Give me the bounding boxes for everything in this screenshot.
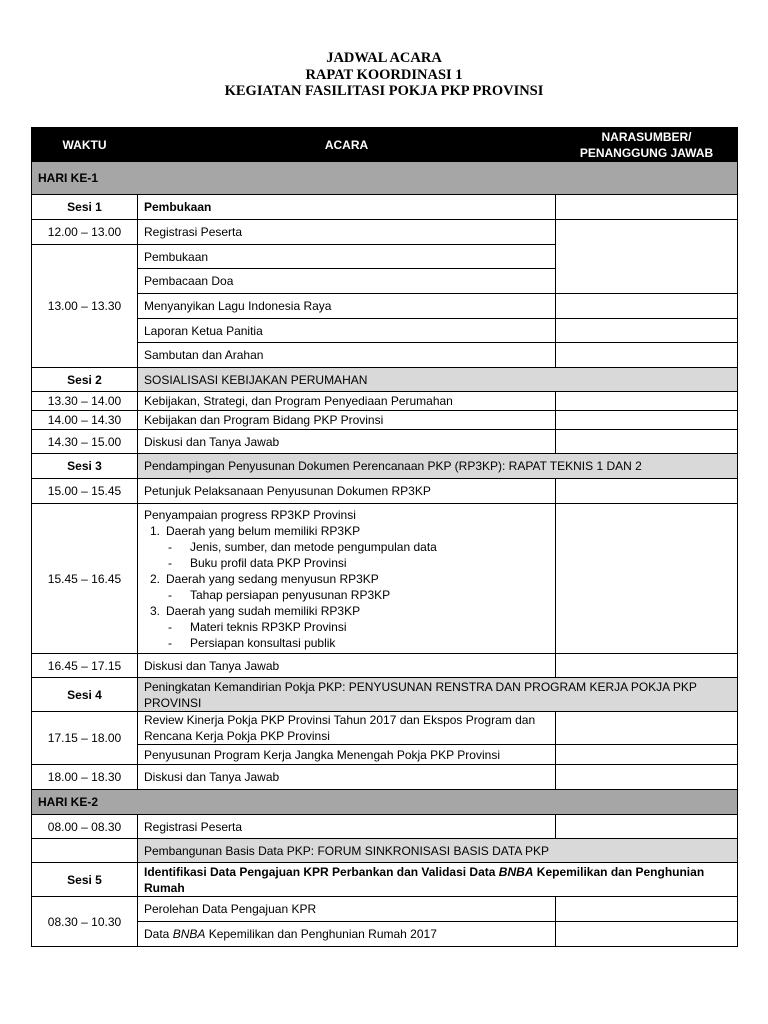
narasumber-cell xyxy=(556,195,738,220)
sub-list-item: - Buku profil data PKP Provinsi xyxy=(168,555,347,570)
acara-cell: Penyusunan Program Kerja Jangka Menengah Pokja PKP Provinsi xyxy=(138,745,556,765)
header-narasumber-line1: NARASUMBER/ xyxy=(601,129,692,144)
narasumber-cell xyxy=(556,479,738,504)
table-row xyxy=(32,220,738,245)
day-1-row xyxy=(32,162,738,195)
acara-cell: Petunjuk Pelaksanaan Penyusunan Dokumen RP3KP xyxy=(138,479,556,504)
time-cell: 13.30 – 14.00 xyxy=(32,392,138,411)
table-row xyxy=(32,745,738,765)
acara-cell: Registrasi Peserta xyxy=(138,220,556,245)
acara-cell: Diskusi dan Tanya Jawab xyxy=(138,430,556,454)
table-row xyxy=(32,411,738,430)
acara-cell: Sambutan dan Arahan xyxy=(138,343,556,368)
narasumber-cell xyxy=(556,319,738,343)
schedule-table xyxy=(31,127,738,947)
time-cell: 15.45 – 16.45 xyxy=(32,504,138,654)
table-row xyxy=(32,839,738,863)
sesi-3-title: Pendampingan Penyusunan Dokumen Perencanaan PKP (RP3KP): RAPAT TEKNIS 1 DAN 2 xyxy=(138,454,738,479)
progress-cell xyxy=(138,504,556,654)
table-row xyxy=(32,430,738,454)
header-narasumber-line2: PENANGGUNG JAWAB xyxy=(579,145,714,160)
table-row xyxy=(32,922,738,947)
table-row xyxy=(32,392,738,411)
sesi-4-label: Sesi 4 xyxy=(32,678,138,712)
time-cell: 17.15 – 18.00 xyxy=(32,712,138,765)
narasumber-cell xyxy=(556,504,738,654)
sesi-5-label: Sesi 5 xyxy=(32,863,138,897)
table-row xyxy=(32,654,738,678)
narasumber-cell xyxy=(556,815,738,839)
acara-cell: Pembukaan xyxy=(138,245,556,269)
narasumber-cell xyxy=(556,745,738,765)
header-acara: ACARA xyxy=(138,128,556,162)
narasumber-cell xyxy=(556,430,738,454)
narasumber-cell xyxy=(556,712,738,745)
acara-cell: Registrasi Peserta xyxy=(138,815,556,839)
sub-list-item: - Materi teknis RP3KP Provinsi xyxy=(168,619,347,634)
day-1-label: HARI KE-1 xyxy=(32,162,738,195)
acara-cell: Diskusi dan Tanya Jawab xyxy=(138,654,556,678)
sub-list-item: - Jenis, sumber, dan metode pengumpulan data xyxy=(168,539,437,554)
narasumber-cell xyxy=(556,897,738,922)
header-narasumber xyxy=(556,128,738,162)
table-row xyxy=(32,504,738,654)
list-item: 3. Daerah yang sudah memiliki RP3KP xyxy=(150,603,361,618)
sesi-3-label: Sesi 3 xyxy=(32,454,138,479)
sesi-1-title: Pembukaan xyxy=(138,195,556,220)
title-line-3: KEGIATAN FASILITASI POKJA PKP PROVINSI xyxy=(224,83,544,99)
sub-list-item: - Tahap persiapan penyusunan RP3KP xyxy=(168,587,391,602)
table-row xyxy=(32,863,738,897)
table-row xyxy=(32,765,738,790)
forum-title: Pembangunan Basis Data PKP: FORUM SINKRONISASI BASIS DATA PKP xyxy=(138,839,738,863)
table-row xyxy=(32,454,738,479)
sesi-4-title: Peningkatan Kemandirian Pokja PKP: PENYUSUNAN RENSTRA DAN PROGRAM KERJA POKJA PKP PROVINSI xyxy=(138,678,738,712)
day-2-label: HARI KE-2 xyxy=(32,790,738,815)
table-row xyxy=(32,319,738,343)
time-cell: 18.00 – 18.30 xyxy=(32,765,138,790)
table-header-row xyxy=(32,128,738,162)
time-cell: 12.00 – 13.00 xyxy=(32,220,138,245)
narasumber-cell xyxy=(556,654,738,678)
sesi-1-label: Sesi 1 xyxy=(32,195,138,220)
time-cell: 14.30 – 15.00 xyxy=(32,430,138,454)
table-row xyxy=(32,343,738,368)
narasumber-cell xyxy=(556,220,738,294)
acara-cell: Kebijakan dan Program Bidang PKP Provinsi xyxy=(138,411,556,430)
time-cell: 08.30 – 10.30 xyxy=(32,897,138,947)
acara-cell: Data BNBA Kepemilikan dan Penghunian Rumah 2017 xyxy=(138,922,556,947)
progress-title: Penyampaian progress RP3KP Provinsi xyxy=(144,507,356,522)
narasumber-cell xyxy=(556,294,738,319)
document-title xyxy=(0,50,768,100)
sesi-2-title: SOSIALISASI KEBIJAKAN PERUMAHAN xyxy=(138,368,738,392)
table-row xyxy=(32,678,738,712)
empty-cell xyxy=(32,839,138,863)
sesi-2-label: Sesi 2 xyxy=(32,368,138,392)
table-row xyxy=(32,195,738,220)
acara-cell: Kebijakan, Strategi, dan Program Penyediaan Perumahan xyxy=(138,392,556,411)
acara-cell: Review Kinerja Pokja PKP Provinsi Tahun 2017 dan Ekspos Program dan Rencana Kerja Pokja PKP Provinsi xyxy=(138,712,556,745)
table-row xyxy=(32,479,738,504)
narasumber-cell xyxy=(556,922,738,947)
acara-cell: Laporan Ketua Panitia xyxy=(138,319,556,343)
title-line-1: JADWAL ACARA xyxy=(326,50,442,66)
table-row xyxy=(32,897,738,922)
narasumber-cell xyxy=(556,765,738,790)
acara-cell: Menyanyikan Lagu Indonesia Raya xyxy=(138,294,556,319)
sub-list-item: - Persiapan konsultasi publik xyxy=(168,635,336,650)
table-row xyxy=(32,712,738,745)
day-2-row xyxy=(32,790,738,815)
table-row xyxy=(32,294,738,319)
narasumber-cell xyxy=(556,411,738,430)
narasumber-cell xyxy=(556,343,738,368)
time-cell: 08.00 – 08.30 xyxy=(32,815,138,839)
acara-cell: Perolehan Data Pengajuan KPR xyxy=(138,897,556,922)
acara-cell: Diskusi dan Tanya Jawab xyxy=(138,765,556,790)
list-item: 2. Daerah yang sedang menyusun RP3KP xyxy=(150,571,379,586)
title-line-2: RAPAT KOORDINASI 1 xyxy=(305,66,463,83)
table-row xyxy=(32,368,738,392)
time-cell: 16.45 – 17.15 xyxy=(32,654,138,678)
table-row xyxy=(32,815,738,839)
time-cell: 15.00 – 15.45 xyxy=(32,479,138,504)
time-cell: 14.00 – 14.30 xyxy=(32,411,138,430)
sesi-5-title: Identifikasi Data Pengajuan KPR Perbankan dan Validasi Data BNBA Kepemilikan dan Penghunian Rumah xyxy=(138,863,738,897)
acara-cell: Pembacaan Doa xyxy=(138,269,556,294)
narasumber-cell xyxy=(556,392,738,411)
list-item: 1. Daerah yang belum memiliki RP3KP xyxy=(150,523,361,538)
time-cell: 13.00 – 13.30 xyxy=(32,245,138,368)
header-waktu: WAKTU xyxy=(32,128,138,162)
